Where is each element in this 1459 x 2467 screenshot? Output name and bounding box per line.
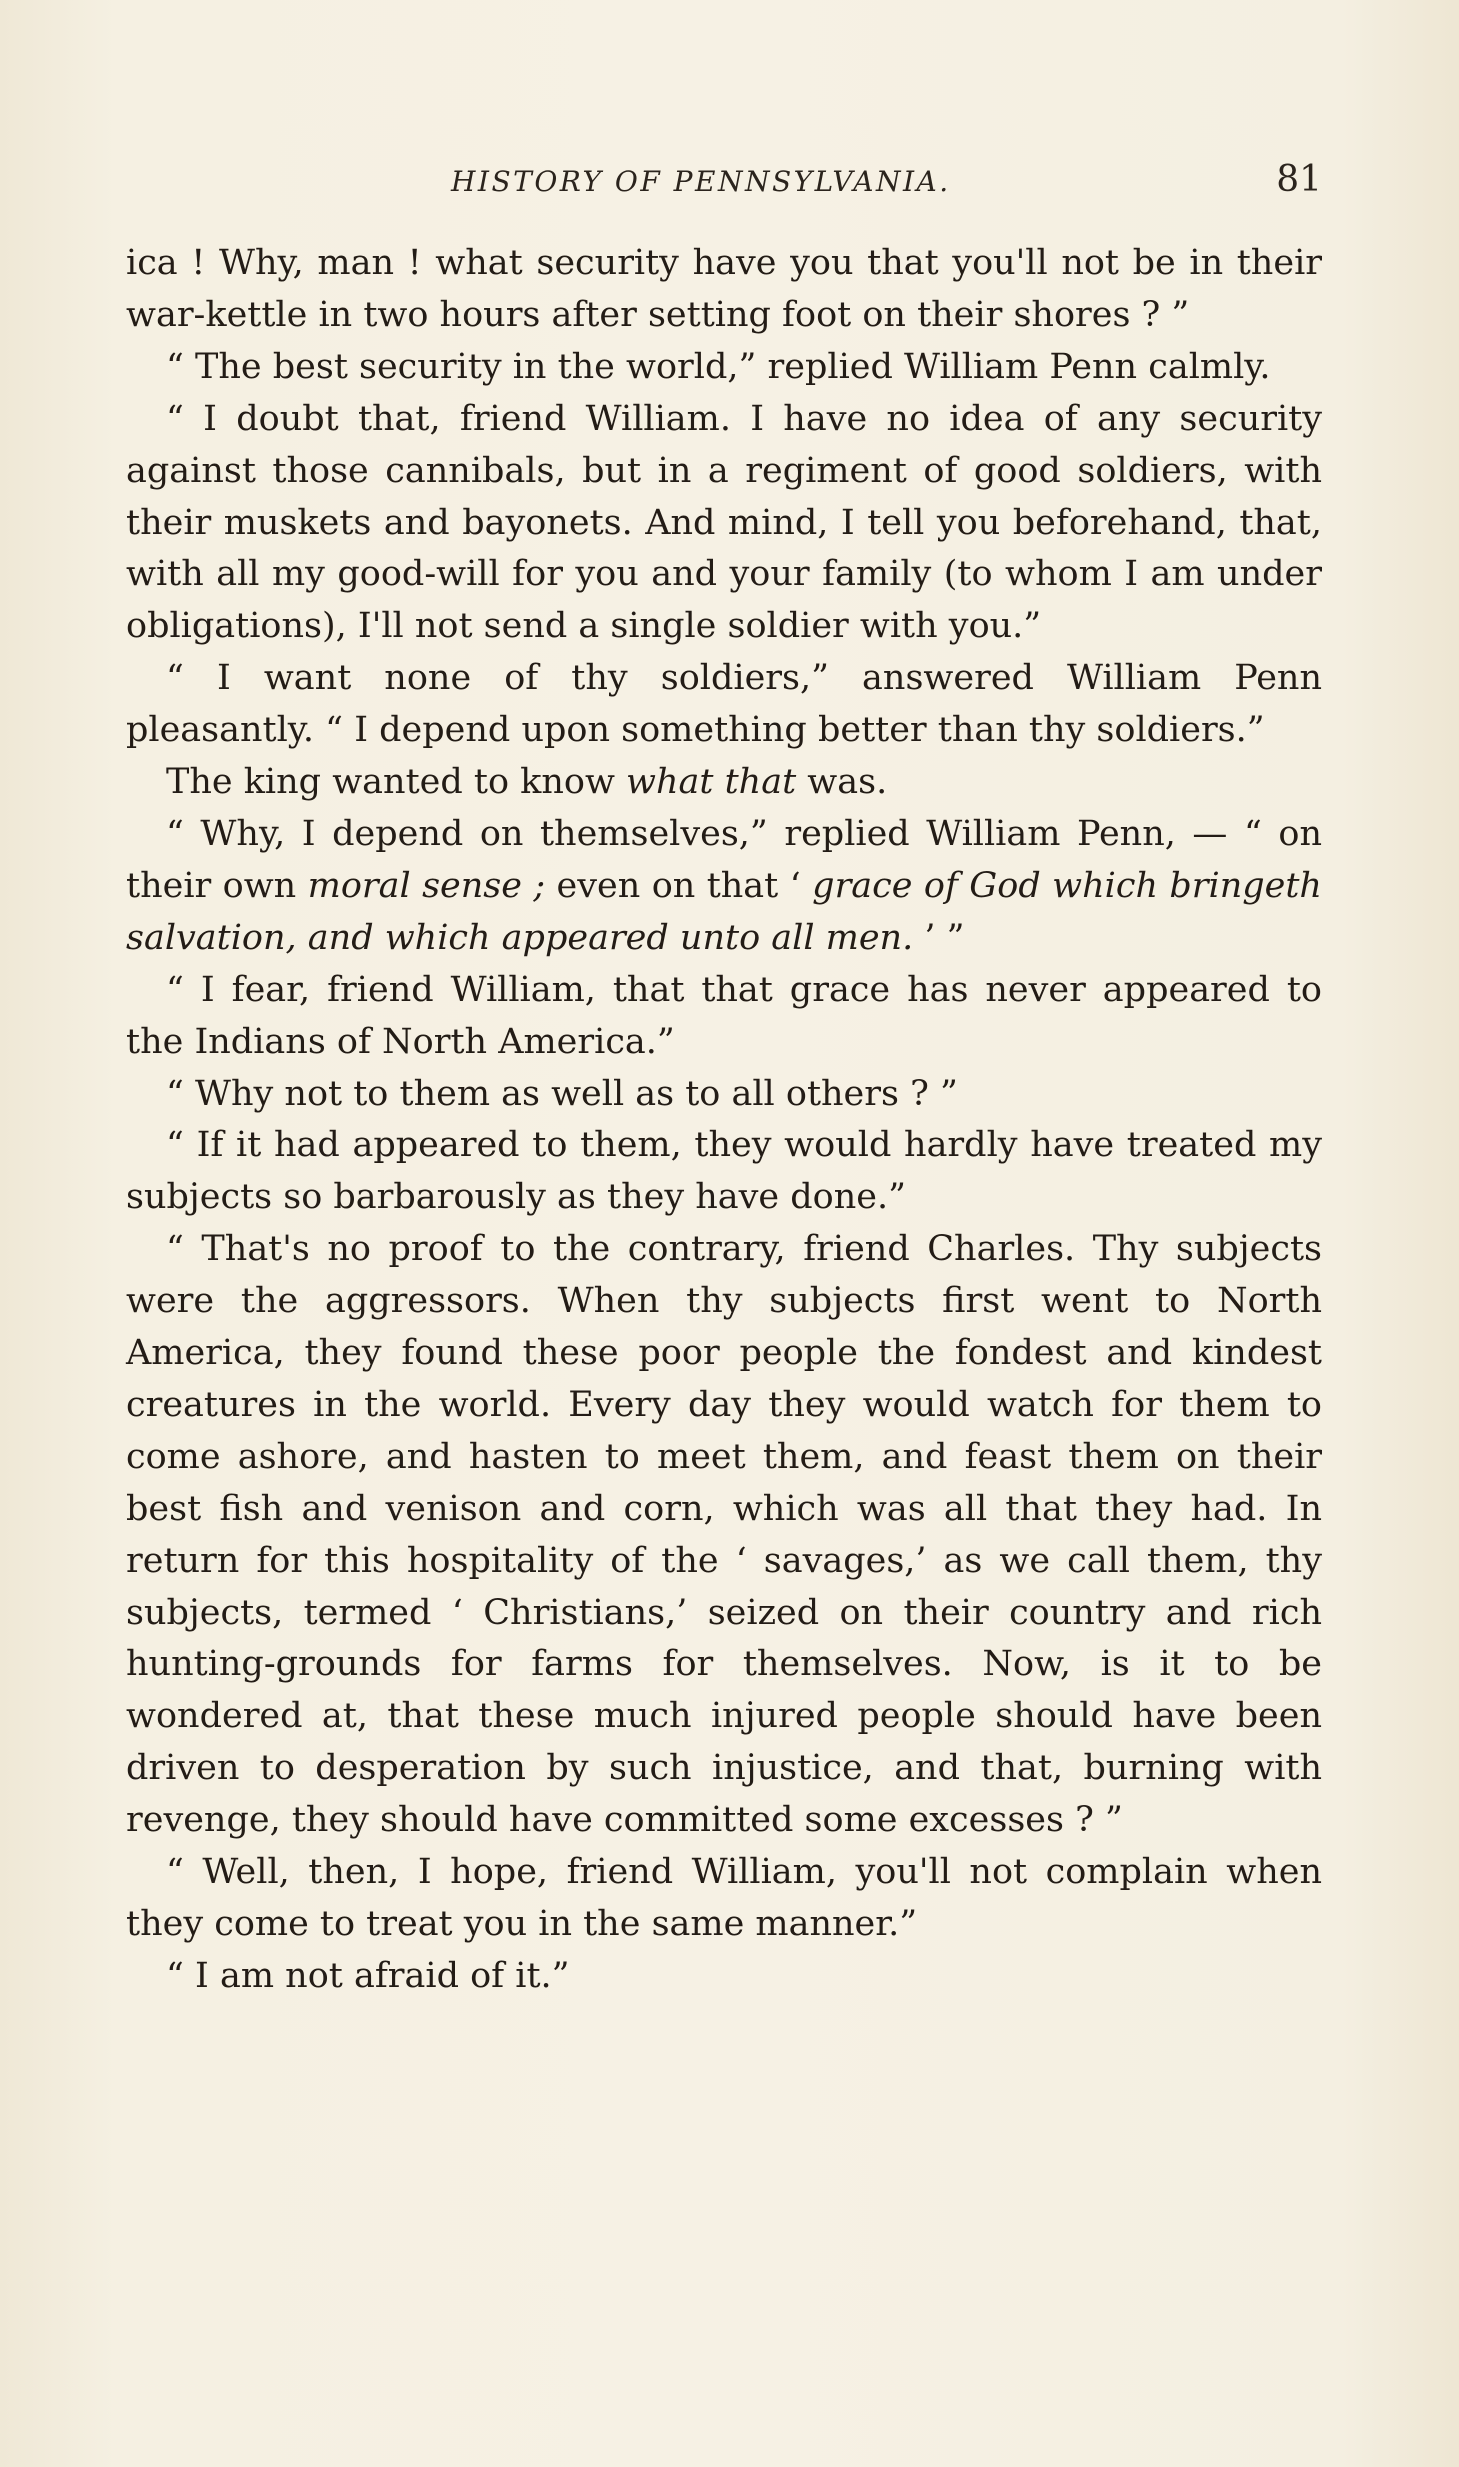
paragraph: [126, 342, 1322, 394]
text-segment: “ I want none of thy soldiers,” answered William Penn pleasantly. “ I depend upon something better than thy soldiers.”: [126, 658, 1322, 751]
running-head: [126, 159, 1322, 213]
paragraph: [126, 394, 1322, 654]
text-segment: “ Why not to them as well as to all others ? ”: [166, 1073, 958, 1114]
text-segment: “ The best security in the world,” replied William Penn calmly.: [166, 346, 1271, 387]
text-segment: “ I fear, friend William, that that grace has never appeared to the Indians of North America.”: [126, 969, 1322, 1062]
italic-text-segment: grace of God which bringeth salvation, and which appeared unto all men.: [126, 865, 1322, 958]
text-segment: “ That's no proof to the contrary, friend Charles. Thy subjects were the aggressors. When thy subjects first went to North America, they found these poor people the fondest and kindest creatures in the world. Every day they would watch for them to come ashore, and hasten to meet them, and feast them on their best fish and venison and corn, which was all that they had. In return for this hospitality of the ‘ savages,’ as we call them, thy subjects, termed ‘ Christians,’ seized on their country and rich hunting-grounds for farms for themselves. Now, is it to be wondered at, that these much injured people should have been driven to desperation by such injustice, and that, burning with revenge, they should have committed some excesses ? ”: [126, 1229, 1322, 1841]
text-segment: “ If it had appeared to them, they would hardly have treated my subjects so barbarously as they have done.”: [126, 1125, 1322, 1218]
running-title: HISTORY OF PENNSYLVANIA.: [451, 165, 951, 198]
text-segment: was.: [796, 762, 888, 803]
text-segment: The king wanted to know: [166, 762, 627, 803]
paragraph: [126, 1951, 1322, 2003]
paragraph: [126, 653, 1322, 757]
paragraph: [126, 757, 1322, 809]
paragraph: [126, 809, 1322, 965]
paragraph: [126, 1847, 1322, 1951]
text-segment: ica ! Why, man ! what security have you that you'll not be in their war-kettle in two hours after setting foot on their shores ? ”: [126, 243, 1322, 335]
text-segment: “ I doubt that, friend William. I have no idea of any security against those cannibals, but in a regiment of good soldiers, with their muskets and bayonets. And mind, I tell you beforehand, that, with all my good-will for you and your family (to whom I am under obligations), I'll not send a single soldier with you.”: [126, 398, 1322, 647]
paragraph: [126, 1069, 1322, 1121]
text-segment: ’ ”: [913, 917, 965, 958]
text-segment: “ Why, I depend on themselves,” replied William Penn, — “ on their own: [126, 813, 1322, 906]
text-segment: “ I am not afraid of it.”: [166, 1955, 570, 1996]
body-text: [126, 238, 1322, 2003]
italic-text-segment: moral sense ;: [307, 865, 546, 906]
paragraph: [126, 238, 1322, 342]
text-segment: even on that ‘: [545, 865, 813, 906]
italic-text-segment: what that: [626, 762, 797, 803]
paragraph: [126, 965, 1322, 1069]
paragraph: [126, 1120, 1322, 1224]
paragraph: [126, 1224, 1322, 1847]
page-number: 81: [1276, 159, 1322, 200]
text-segment: “ Well, then, I hope, friend William, you'll not complain when they come to treat you in the same manner.”: [126, 1852, 1322, 1944]
